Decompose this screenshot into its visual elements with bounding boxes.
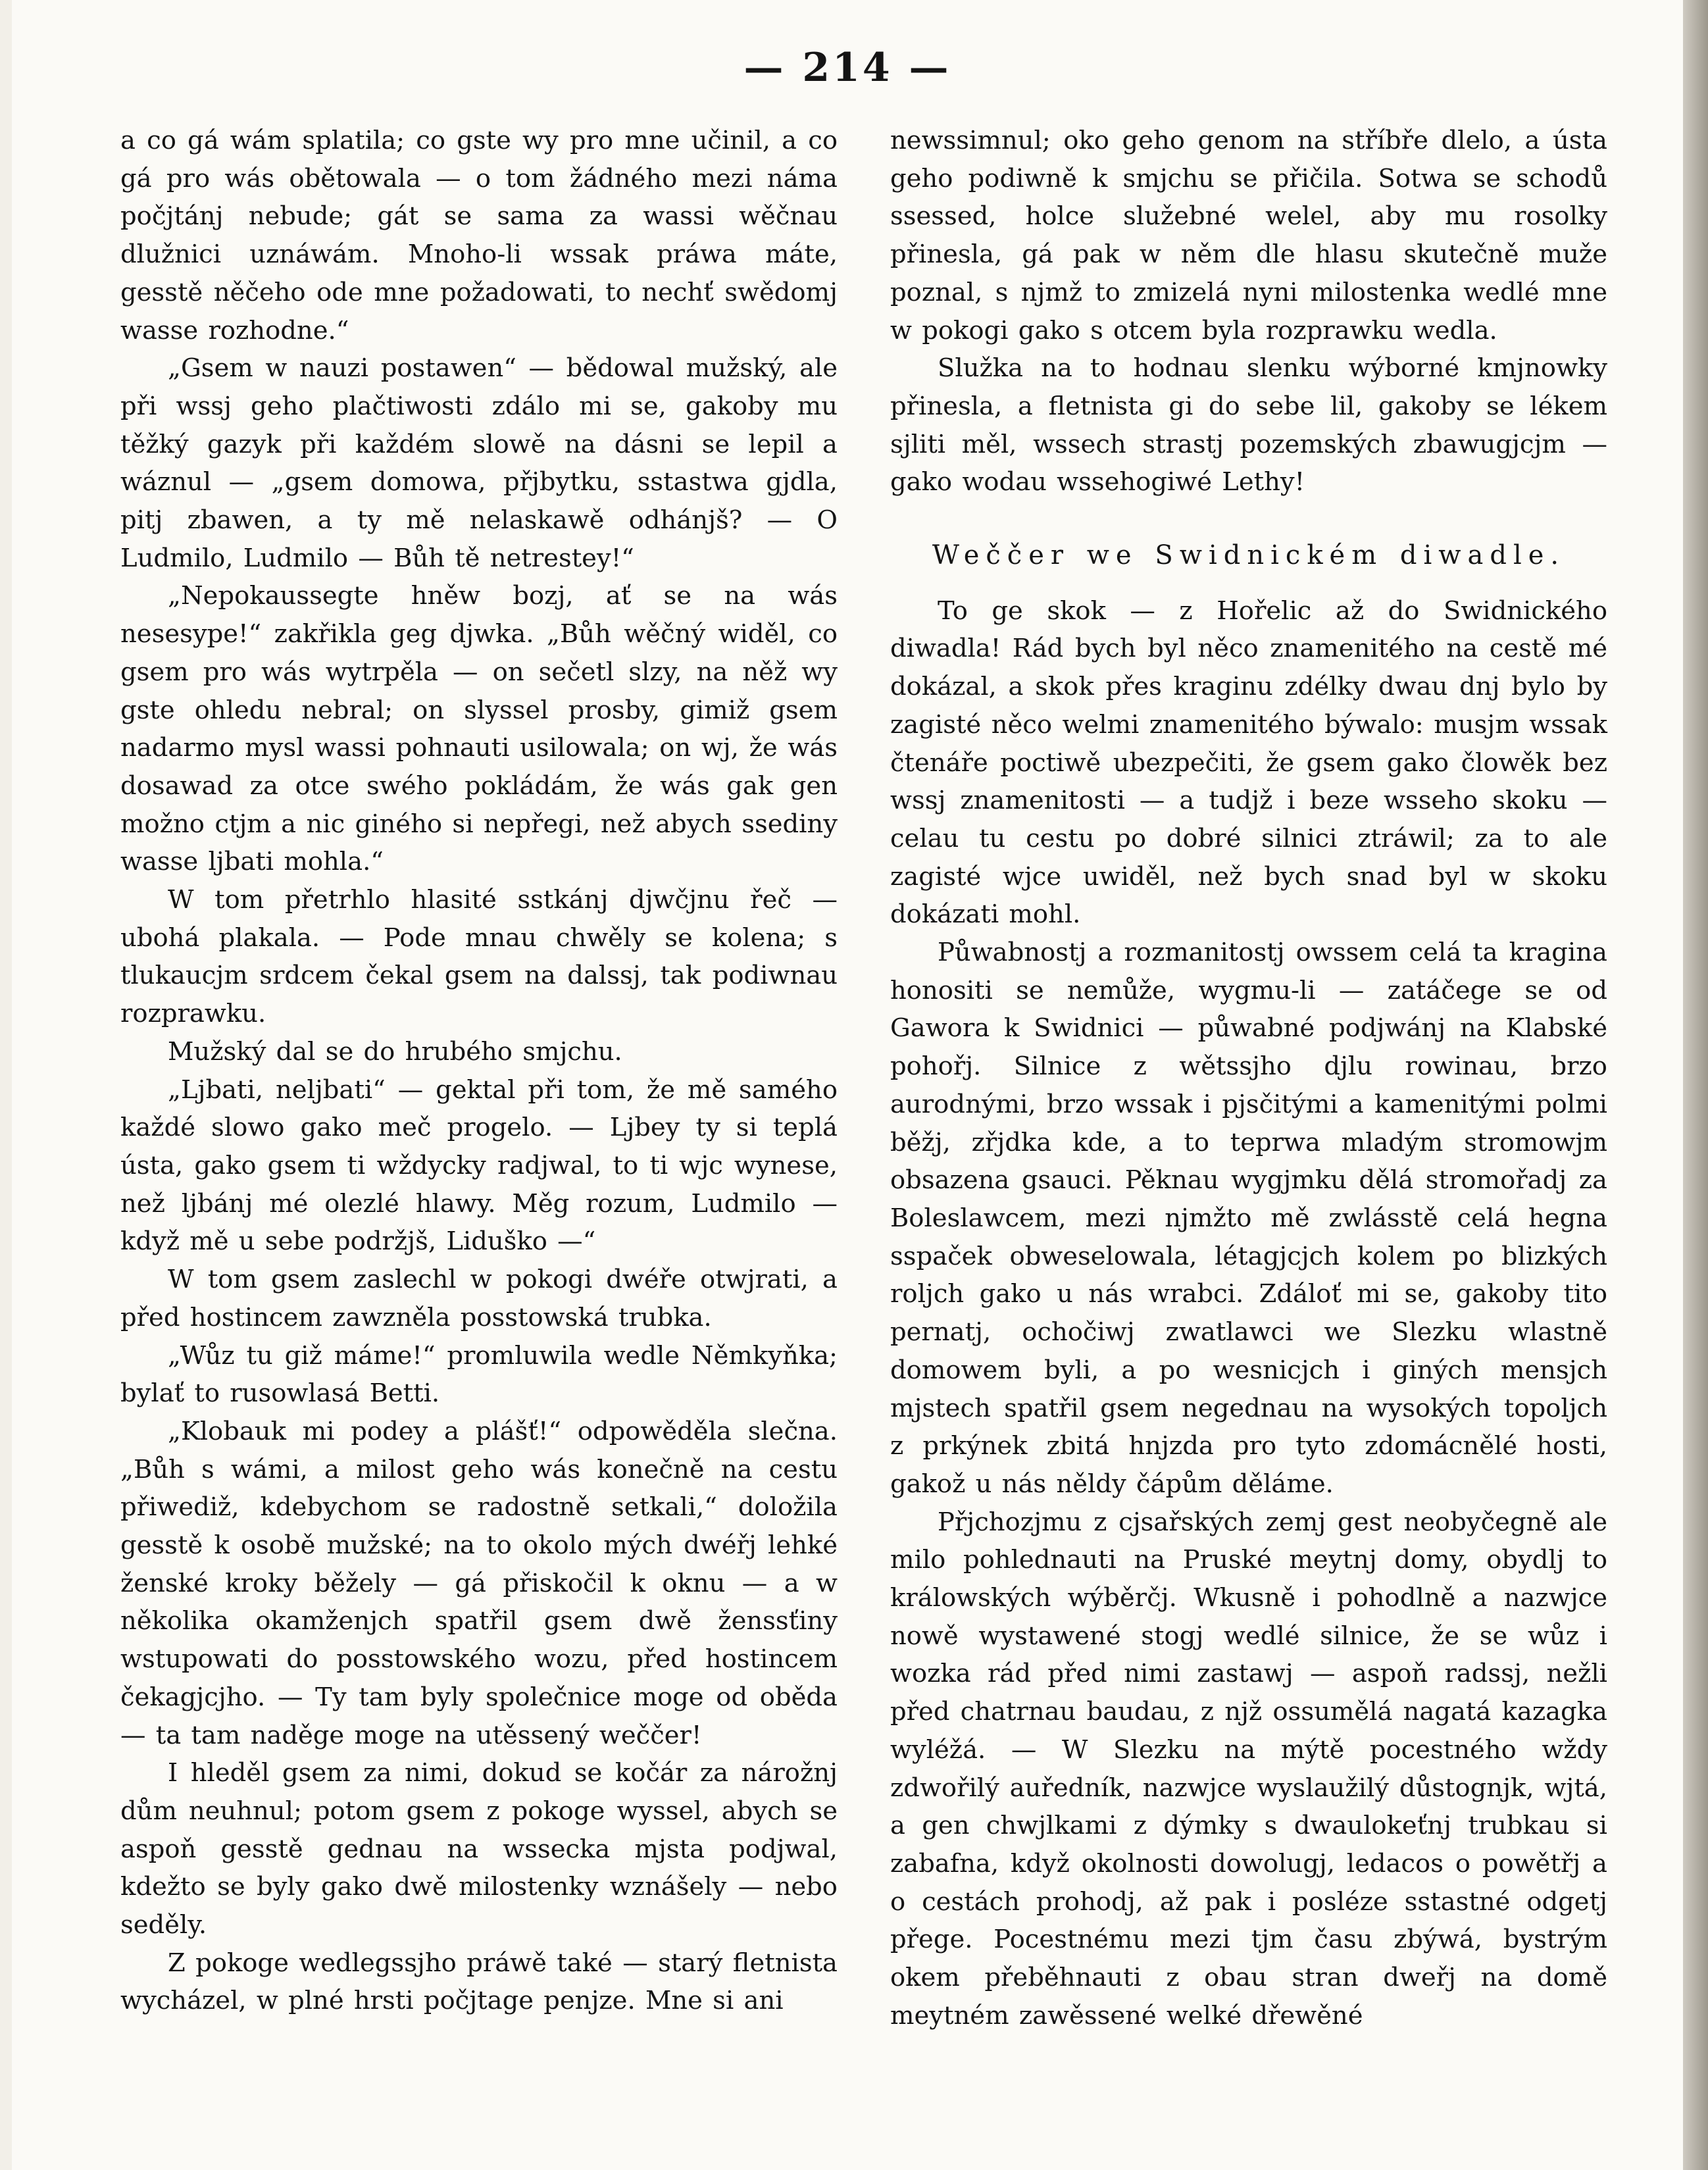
section-heading: Weččer we Swidnickém diwadle. bbox=[932, 540, 1566, 571]
paragraph: Služka na to hodnau slenku wýborné kmjnowky přinesla, a fletnista gi do sebe lil, gakoby se lékem sjliti měl, wssech strastj pozemských zbawugjcjm — gako wodau wssehogiwé Lethy! bbox=[890, 353, 1607, 497]
paragraph: newssimnul; oko geho genom na stříbře dlelo, a ústa geho podiwně k smjchu se přičila. Sotwa se schodů ssessed, holce služebné welel, aby mu rosolky přinesla, gá pak w něm dle hlasu skutečně muže poznal, s njmž to zmizelá nyni milostenka wedlé mne w pokogi gako s otcem byla rozprawku wedla. bbox=[890, 126, 1607, 345]
paragraph: Přjchozjmu z cjsařských zemj gest neobyčegně ale milo pohlednauti na Pruské meytnj domy, obydlj to králowských wýběrčj. Wkusně i pohodlně a nazwjce nowě wystawené stogj wedlé silnice, že se wůz i wozka rád před nimi zastawj — aspoň radssj, nežli před chatrnau baudau, z njž ossumělá nagatá kazagka wyléžá. — W Slezku na mýtě pocestného wždy zdwořilý auředník, nazwjce wyslaužilý důstognjk, wjtá, a gen chwjlkami z dýmky s dwaulokeťnj trubkau si zabafna, když okolnosti dowolugj, ledacos o powětřj a o cestách prohodj, až pak i posléze sstastné odgetj přege. Pocestnému mezi tjm času zbýwá, bystrým okem přeběhnauti z obau stran dweřj na domě meytném zawěssené welké dřewěné bbox=[890, 1507, 1607, 2031]
paragraph: a co gá wám splatila; co gste wy pro mne učinil, a co gá pro wás obětowala — o tom žádného mezi náma počjtánj nebude; gát se sama za wassi wěčnau dlužnici uznáwám. Mnoho-li wssak práwa máte, gesstě něčeho ode mne požadowati, to nechť swědomj wasse rozhodne.“ bbox=[120, 126, 838, 345]
book-page bbox=[12, 0, 1683, 2170]
paragraph: To ge skok — z Hořelic až do Swidnického diwadla! Rád bych byl něco znamenitého na cestě mé dokázal, a skok přes kraginu zdélky dwau dnj bylo by zagisté něco welmi znamenitého býwalo: musjm wssak čtenáře poctiwě ubezpečiti, že gsem gako člowěk bez wssj znamenitosti — a tudjž i beze wsseho skoku — celau tu cestu po dobré silnici ztráwil; za to ale zagisté wjce uwiděl, než bych snad byl w skoku dokázati mohl. bbox=[890, 595, 1607, 930]
paragraph: I hleděl gsem za nimi, dokud se kočár za nárožnj dům neuhnul; potom gsem z pokoge wyssel, abych se aspoň gesstě gednau na wssecka mjsta podjwal, kdežto se byly gako dwě milostenky wznášely — nebo seděly. bbox=[120, 1758, 838, 1940]
right-column bbox=[890, 122, 1607, 2034]
left-column bbox=[120, 122, 838, 2020]
paragraph: Z pokoge wedlegssjho práwě také — starý fletnista wycházel, w plné hrsti počjtage penjze. Mne si ani bbox=[120, 1948, 838, 2016]
paragraph: Mužský dal se do hrubého smjchu. bbox=[168, 1036, 622, 1067]
paragraph: W tom přetrhlo hlasité sstkánj djwčjnu řeč — ubohá plakala. — Pode mnau chwěly se kolena; s tlukaucjm srdcem čekal gsem na dalssj, tak podiwnau rozprawku. bbox=[120, 885, 838, 1029]
page-number: — 214 — bbox=[743, 45, 951, 91]
paragraph: „Ljbati, neljbati“ — gektal při tom, že mě samého každé slowo gako meč progelo. — Ljbey ty si teplá ústa, gako gsem ti wždycky radjwal, to ti wjc wynese, než ljbánj mé olezlé hlawy. Měg rozum, Ludmilo — když mě u sebe podržjš, Liduško —“ bbox=[120, 1074, 838, 1257]
paragraph: „Wůz tu giž máme!“ promluwila wedle Němkyňka; bylať to rusowlasá Betti. bbox=[120, 1340, 838, 1409]
paragraph: W tom gsem zaslechl w pokogi dwéře otwjrati, a před hostincem zawzněla posstowská trubka. bbox=[120, 1265, 838, 1332]
paragraph: „Klobauk mi podey a plášť!“ odpowěděla slečna. „Bůh s wámi, a milost geho wás konečně na cestu přiwediž, kdebychom se radostně setkali,“ doložila gesstě k osobě mužské; na to okolo mých dwéřj lehké ženské kroky běžely — gá přiskočil k oknu — a w několika okamženjch spatřil gsem dwě ženssťiny wstupowati do posstowského wozu, před hostincem čekagjcjho. — Ty tam byly společnice moge od oběda — ta tam naděge moge na utěssený weččer! bbox=[120, 1416, 838, 1750]
paragraph: „Nepokaussegte hněw bozj, ať se na wás nesesype!“ zakřikla geg djwka. „Bůh wěčný widěl, co gsem pro wás wytrpěla — on sečetl slzy, na něž wy gste ohledu nebral; on slyssel prosby, gimiž gsem nadarmo mysl wassi pohnauti usilowala; on wj, že wás dosawad za otce swého pokládám, že wás gak gen možno ctjm a nic giného si nepřegi, než abych ssediny wasse ljbati mohla.“ bbox=[120, 581, 838, 877]
paragraph: Půwabnostj a rozmanitostj owssem celá ta kragina honositi se nemůže, wygmu-li — zatáčege se od Gawora k Swidnici — půwabné podjwánj na Klabské pohořj. Silnice z wětssjho djlu rowinau, brzo aurodnými, brzo wssak i pjsčitými a kamenitými polmi běžj, zřjdka kde, a to teprwa mladým stromowjm obsazena gsauci. Pěknau wygjmku dělá stromořadj za Boleslawcem, mezi njmžto mě zwlásstě celá hegna sspaček obweselowala, létagjcjch kolem po blizkých roljch gako u nás wrabci. Zdáloť mi se, gakoby tito pernatj, ochočiwj zwatlawci we Slezku wlastně domowem byli, a po wesnicjch i giných mensjch mjstech spatřil gsem negednau na wysokých topoljch z prkýnek zbitá hnjzda pro tyto zdomácnělé hosti, gakož u nás něldy čápům děláme. bbox=[890, 938, 1607, 1499]
paragraph: „Gsem w nauzi postawen“ — bědowal mužský, ale při wssj geho plačtiwosti zdálo mi se, gakoby mu těžký gazyk při každém slowě na dásni se lepil a wáznul — „gsem domowa, přjbytku, sstastwa gjdla, pitj zbawen, a ty mě nelaskawě odhánjš? — O Ludmilo, Ludmilo — Bůh tě netrestey!“ bbox=[120, 353, 838, 573]
page-edge-shadow bbox=[1683, 0, 1708, 2170]
